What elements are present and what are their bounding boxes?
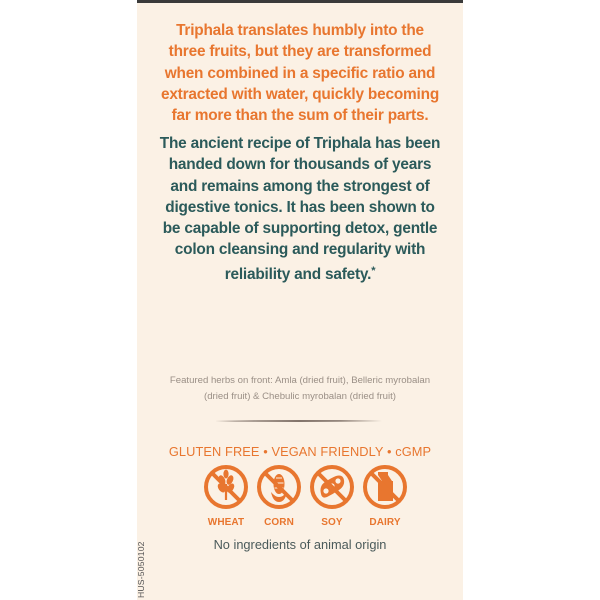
description-line: handed down for thousands of years [168,156,432,174]
free-from-corn [253,464,305,528]
label-panel [137,0,463,600]
claims-line: GLUTEN FREE • VEGAN FRIENDLY • cGMP [168,444,432,459]
no-soy-icon [309,464,355,510]
intro-line: Triphala translates humbly into the [176,22,424,39]
no-wheat-icon [203,464,249,510]
featured-herbs [137,373,463,405]
description-line: colon cleansing and regularity with [174,241,426,259]
description-line-last [137,261,463,285]
description-last-text: reliability and safety. [224,265,372,283]
free-from-wheat [200,464,252,528]
intro-line: far more than the sum of their parts. [171,107,429,125]
intro-line: extracted with water, quickly becoming [160,85,440,103]
intro-line: three fruits, but they are transformed [168,43,432,61]
description-line: digestive tonics. It has been shown to [165,198,435,216]
intro-line: when combined in a specific ratio and [164,64,436,82]
animal-origin-note: No ingredients of animal origin [213,537,387,552]
free-from-label: DAIRY [369,517,401,528]
description-line: and remains among the strongest of [170,177,430,195]
description-line: be capable of supporting detox, gentle [162,220,438,238]
description-paragraph [137,133,463,285]
free-from-soy [306,464,358,528]
featured-line: (dried fruit) & Chebulic myrobalan (dried fruit) [204,391,396,402]
divider-line [215,420,383,422]
no-corn-icon [256,464,302,510]
description-line: The ancient recipe of Triphala has been [159,135,441,152]
free-from-label: SOY [321,517,343,528]
asterisk-mark: * [371,264,376,277]
no-dairy-icon [362,464,408,510]
free-from-label: CORN [264,517,294,528]
free-from-label: WHEAT [207,517,245,528]
free-from-icons [200,464,410,534]
featured-line: Featured herbs on front: Amla (dried fruit), Belleric myrobalan [169,375,431,386]
free-from-dairy [359,464,411,528]
product-code: HUS-5050102 [136,541,146,598]
top-rule [137,0,463,3]
intro-paragraph [137,20,463,126]
